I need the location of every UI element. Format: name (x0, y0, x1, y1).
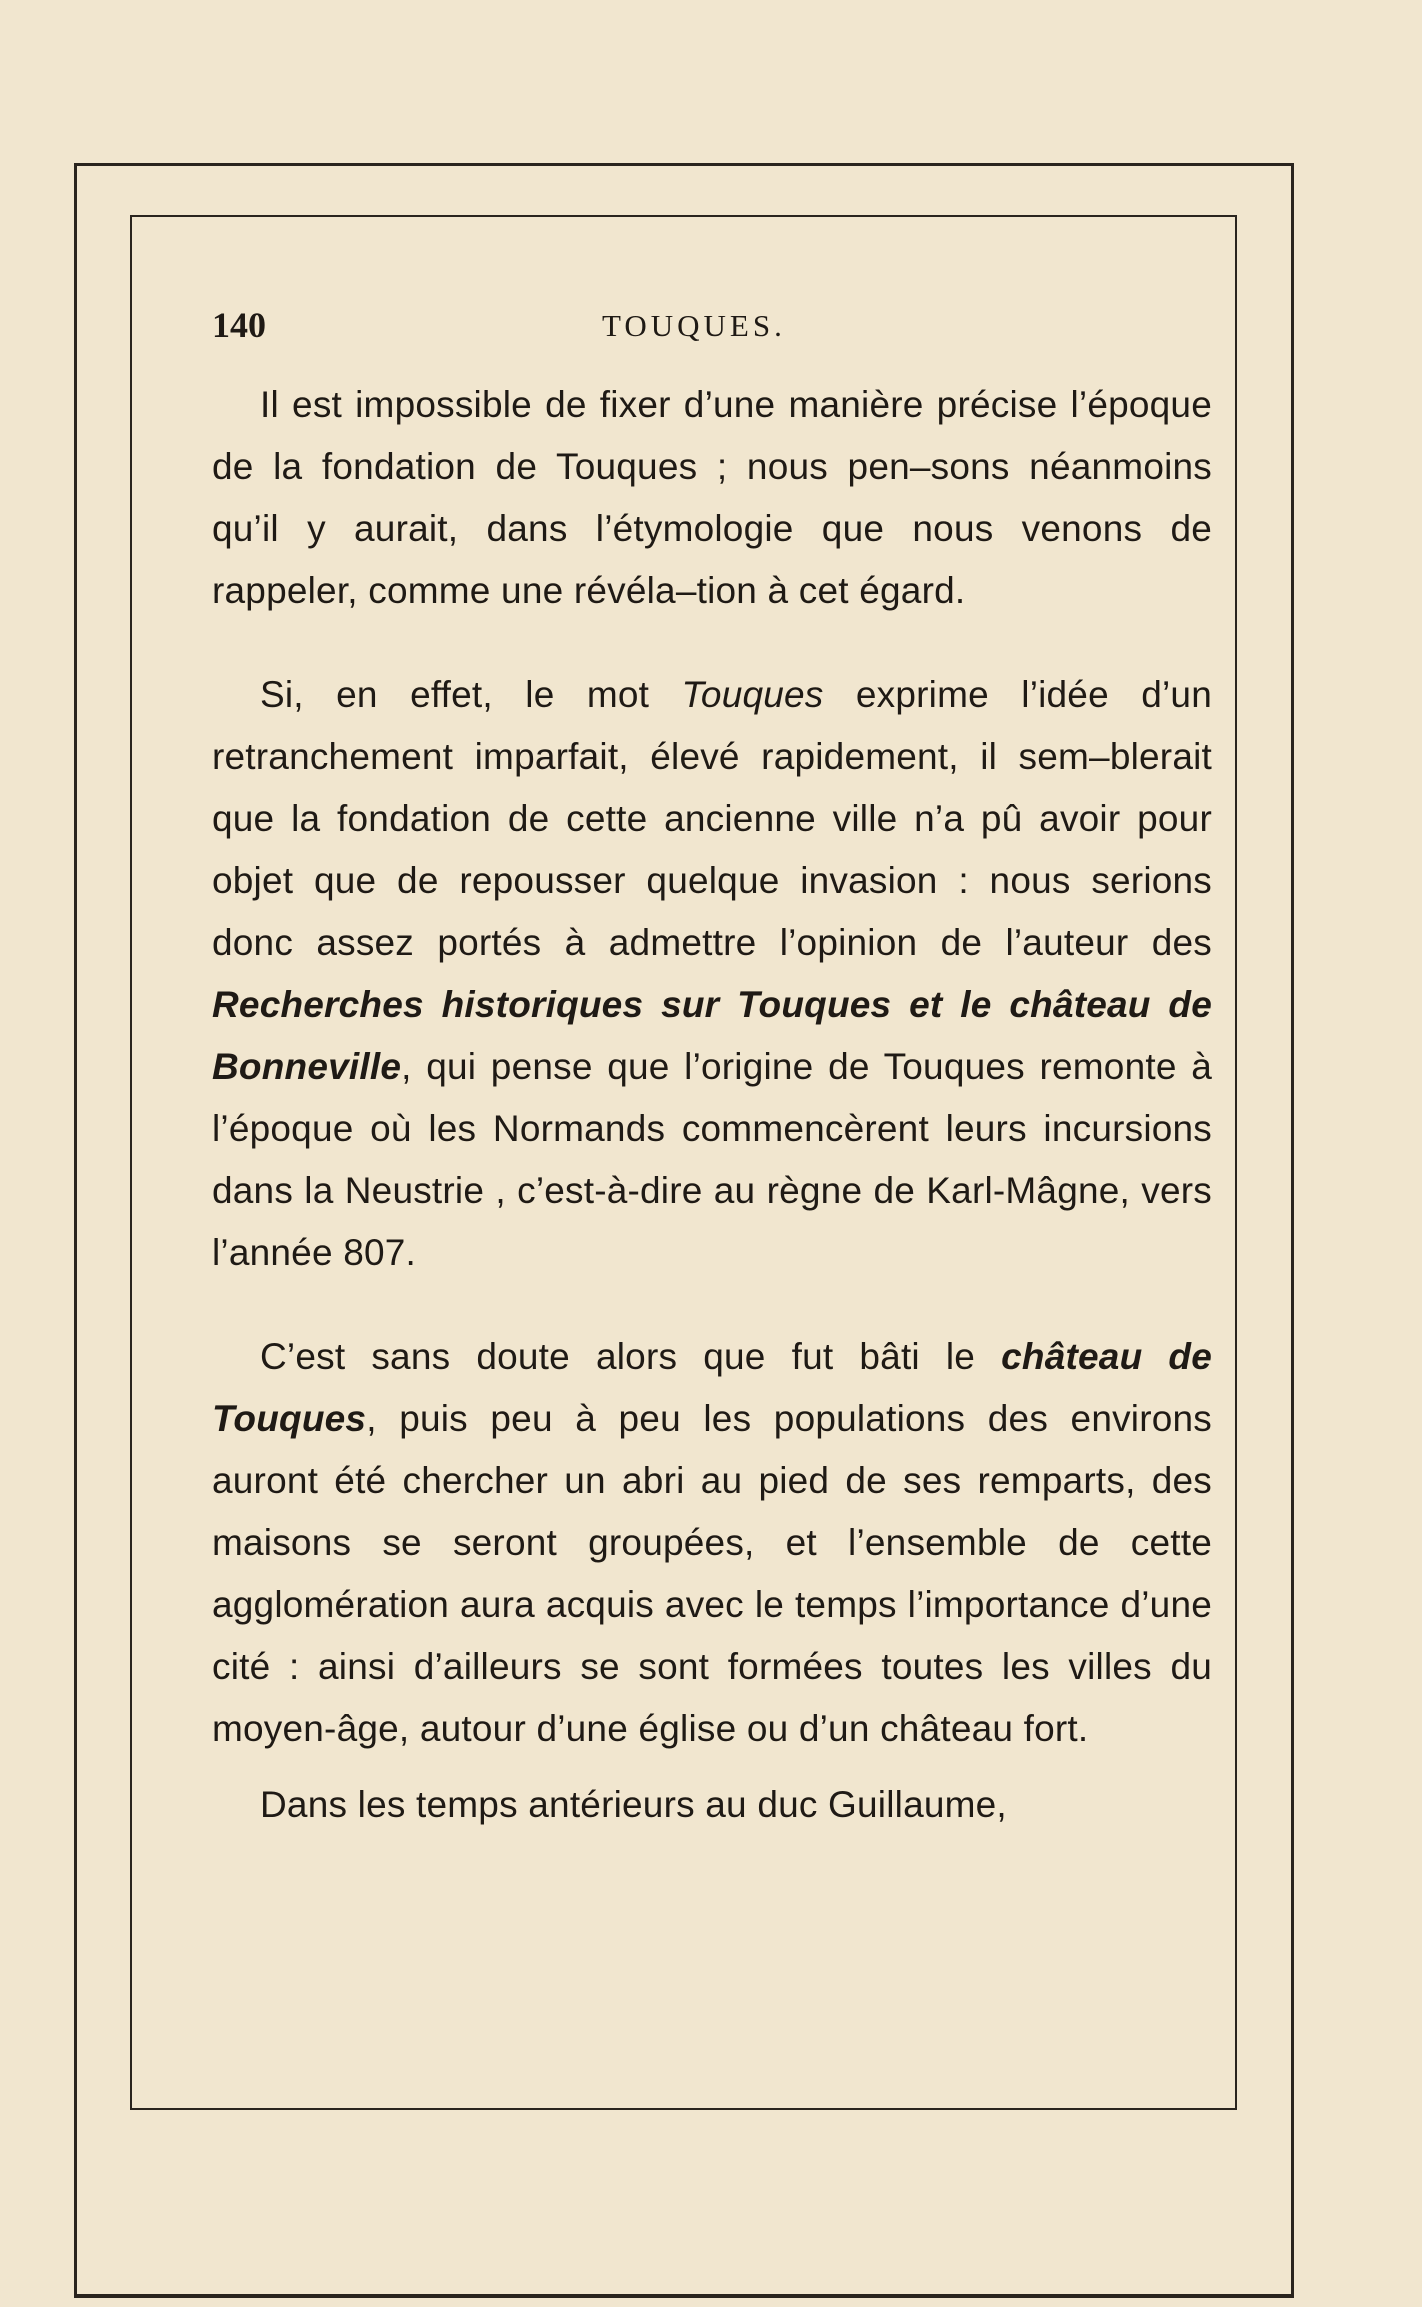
book-page (212, 290, 1212, 1836)
paragraph-1 (212, 374, 1212, 622)
italic-touques: Touques (681, 674, 824, 715)
page-header (212, 290, 1212, 350)
paragraph-3-text-after: , puis peu à peu les populations des environs auront été chercher un abri au pied de ses remparts, des maisons se seront groupées, et l’ensemble de cette agglomération aura acquis avec le temps l’importance d’une cité : ainsi d’ailleurs se sont formées toutes les villes du moyen-âge, autour d’une église ou d’un château fort. (212, 1398, 1212, 1749)
paragraph-2 (212, 664, 1212, 1284)
paragraph-4 (212, 1774, 1212, 1836)
paragraph-2-text-middle-2 (719, 984, 737, 1025)
italic-touques-bonneville: Touques et le château de Bonneville (212, 984, 1213, 1087)
running-head: TOUQUES. (602, 308, 786, 343)
paragraph-4-text: Dans les temps antérieurs au duc Guillaume, (260, 1784, 1007, 1825)
paragraph-1-text: Il est impossible de fixer d’une manière précise l’époque de la fondation de Touques ; nous pen–sons néanmoins qu’il y aurait, dans l’étymologie que nous venons de rappeler, comme une révéla–tion à cet égard. (212, 384, 1212, 611)
italic-recherches-historiques: Recherches historiques sur (212, 984, 720, 1025)
paragraph-3 (212, 1326, 1212, 1760)
italic-chateau-de-touques: château de Touques (212, 1336, 1212, 1439)
paragraph-2-text-middle-1: exprime l’idée d’un retranchement imparfait, élevé rapidement, il sem–blerait que la fondation de cette ancienne ville n’a pû avoir pour objet que de repousser quelque invasion : nous serions donc assez portés à admettre l’opinion de l’auteur des (212, 674, 1212, 963)
page-number: 140 (212, 305, 266, 345)
paragraph-2-text-after: , qui pense que l’origine de Touques remonte à l’époque où les Normands commencèrent leurs incursions dans la Neustrie , c’est-à-dire au règne de Karl-Mâgne, vers l’année 807. (212, 1046, 1212, 1273)
paragraph-2-text-before: Si, en effet, le mot (260, 674, 682, 715)
paragraph-3-text-before: C’est sans doute alors que fut bâti le (260, 1336, 1002, 1377)
